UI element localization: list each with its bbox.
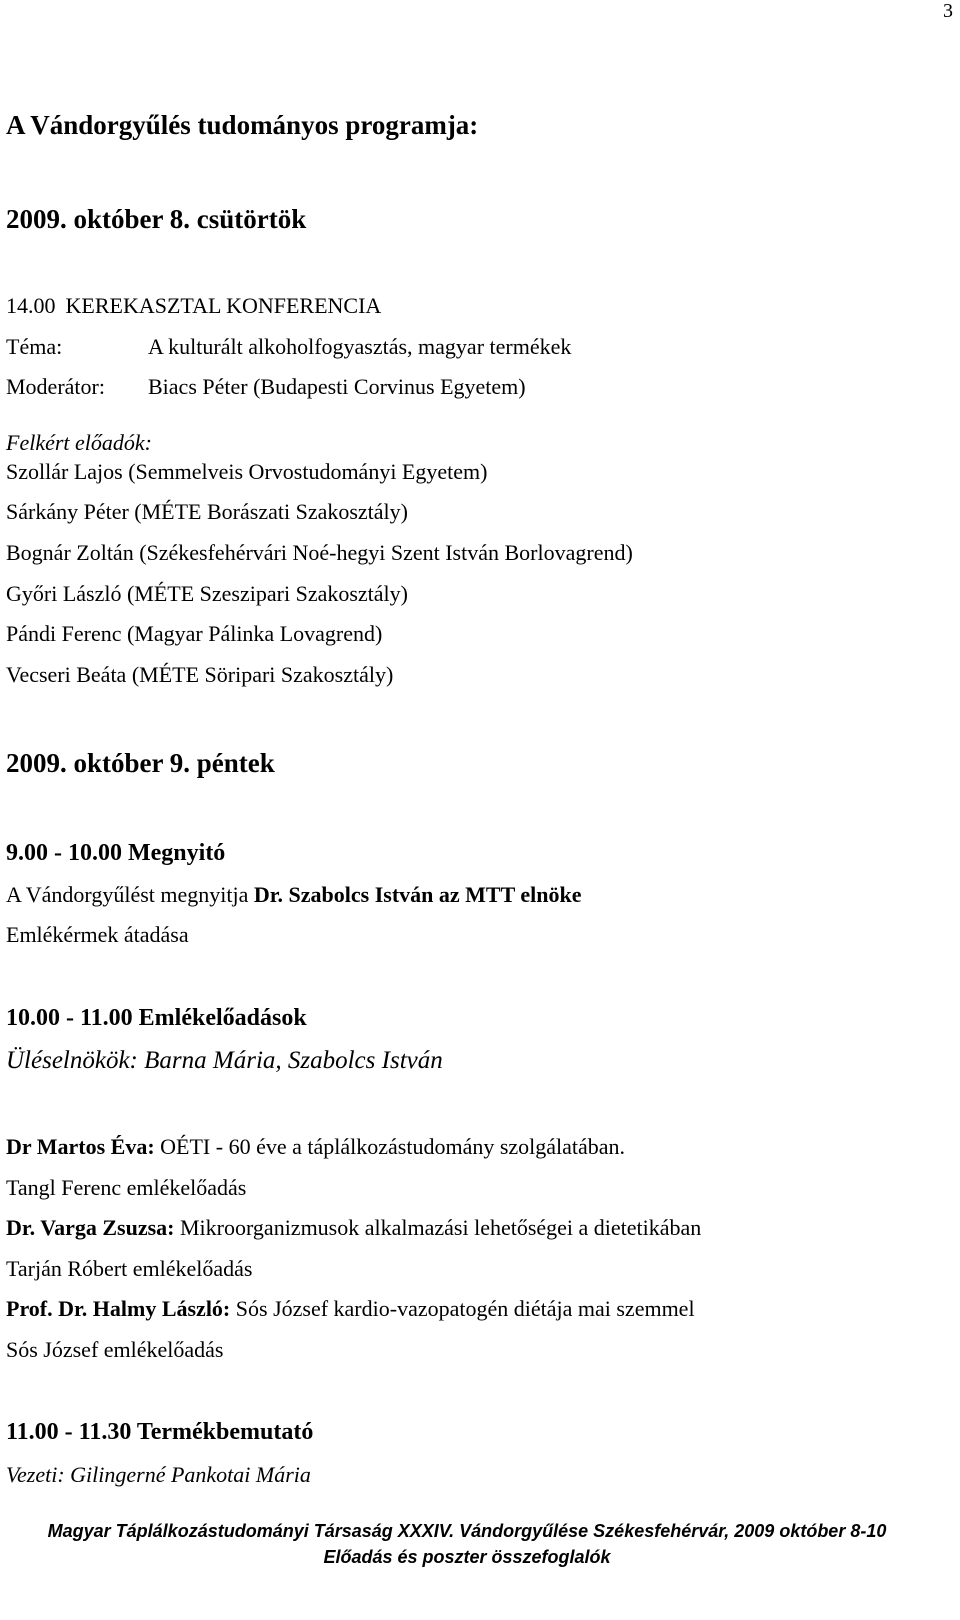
roundtable-session-title [6,293,381,319]
talk-topic: OÉTI - 60 éve a táplálkozástudomány szolgálatában. [160,1134,626,1159]
speaker-item: Vecseri Beáta (MÉTE Söripari Szakosztály) [6,662,394,687]
session-name: KEREKASZTAL KONFERENCIA [65,293,382,318]
talk-speaker: Dr Martos Éva: [6,1134,155,1159]
opening-prefix: A Vándorgyűlést megnyitja [6,882,249,907]
topic-row [6,334,571,360]
speaker-item: Bognár Zoltán (Székesfehérvári Noé-hegyi Szent István Borlovagrend) [6,540,633,565]
memorial-lecture-name: Tarján Róbert emlékelőadás [6,1256,253,1281]
memorial-lecture-name: Tangl Ferenc emlékelőadás [6,1175,247,1200]
topic-label: Téma: [6,334,63,359]
speaker-item: Győri László (MÉTE Szeszipari Szakosztály) [6,581,408,606]
talk-row [6,1134,625,1160]
opening-chair: Dr. Szabolcs István az MTT elnöke [253,882,582,907]
session-time: 14.00 [6,293,56,318]
opening-session-title: 9.00 - 10.00 Megnyitó [6,840,226,866]
talk-speaker: Prof. Dr. Halmy László: [6,1296,231,1321]
program-title: A Vándorgyűlés tudományos programja: [6,110,479,140]
product-session-leader: Vezeti: Gilingerné Pankotai Mária [6,1462,311,1487]
speaker-item: Pándi Ferenc (Magyar Pálinka Lovagrend) [6,621,383,646]
talk-topic: Sós József kardio-vazopatogén diétája mai szemmel [235,1296,695,1321]
day2-heading: 2009. október 9. péntek [6,748,275,778]
speaker-item: Szollár Lajos (Semmelveis Orvostudományi Egyetem) [6,459,488,484]
page-number: 3 [943,0,953,22]
product-session-title: 11.00 - 11.30 Termékbemutató [6,1419,314,1445]
invited-speakers-label: Felkért előadók: [6,430,152,455]
footer-line-2: Előadás és poszter összefoglalók [323,1547,611,1567]
talk-topic: Mikroorganizmusok alkalmazási lehetőségei a dietetikában [180,1215,702,1240]
topic-value: A kulturált alkoholfogyasztás, magyar termékek [148,334,572,359]
moderator-value: Biacs Péter (Budapesti Corvinus Egyetem) [148,374,526,399]
footer-line-1: Magyar Táplálkozástudományi Társaság XXXIV. Vándorgyűlése Székesfehérvár, 2009 október 8-10 [47,1521,887,1541]
talk-row [6,1296,695,1322]
session-chairs: Üléselnökök: Barna Mária, Szabolcs István [6,1047,443,1074]
opening-line [6,882,581,908]
memorial-session-title: 10.00 - 11.00 Emlékelőadások [6,1005,307,1031]
memorial-lecture-name: Sós József emlékelőadás [6,1337,224,1362]
talk-speaker: Dr. Varga Zsuzsa: [6,1215,175,1240]
day1-heading: 2009. október 8. csütörtök [6,204,307,234]
moderator-label: Moderátor: [6,374,105,399]
speaker-item: Sárkány Péter (MÉTE Borászati Szakosztály) [6,499,408,524]
talk-row [6,1215,701,1241]
medal-ceremony: Emlékérmek átadása [6,922,189,947]
moderator-row [6,374,526,400]
